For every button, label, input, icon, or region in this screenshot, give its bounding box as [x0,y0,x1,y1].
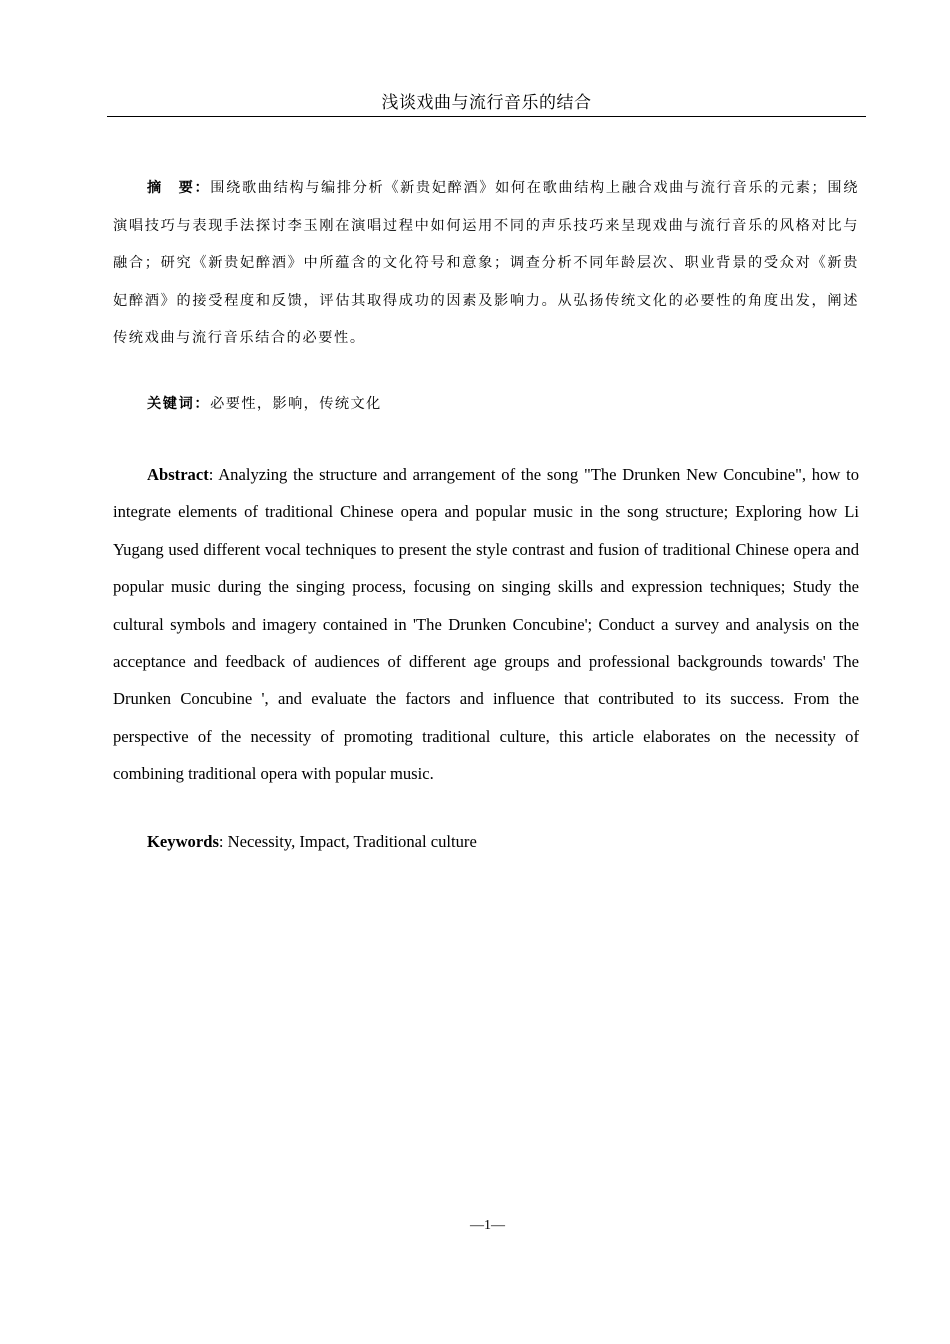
chinese-abstract-text: 围绕歌曲结构与编排分析《新贵妃醉酒》如何在歌曲结构上融合戏曲与流行音乐的元素；围绕演唱技巧与表现手法探讨李玉刚在演唱过程中如何运用不同的声乐技巧来呈现戏曲与流行音乐的风格对比与融合；研究《新贵妃醉酒》中所蕴含的文化符号和意象；调查分析不同年龄层次、职业背景的受众对《新贵妃醉酒》的接受程度和反馈，评估其取得成功的因素及影响力。从弘扬传统文化的必要性的角度出发，阐述传统戏曲与流行音乐结合的必要性。 [113,180,859,346]
chinese-keywords-label: 关键词： [147,396,211,412]
chinese-keywords-text: 必要性，影响，传统文化 [210,396,382,412]
page-footer [0,1214,950,1238]
english-keywords-text: : Necessity, Impact, Traditional culture [218,832,477,851]
chinese-abstract-label: 摘 要： [147,180,211,196]
english-abstract-label: Abstract [147,465,209,484]
chinese-keywords [147,387,382,421]
english-keywords [147,825,477,859]
page-number: —1— [470,1218,505,1233]
header-title: 浅谈戏曲与流行音乐的结合 [381,93,592,113]
english-keywords-label: Keywords [147,832,219,851]
chinese-abstract [113,170,859,358]
english-abstract [113,456,859,793]
english-abstract-text: : Analyzing the structure and arrangement of the song "The Drunken New Concubine", how to integrate elements of traditional Chinese opera and popular music in the song structure; Exploring how Li Yugang used different vocal techniques to present the style contrast and fusion of traditional Chinese opera and popular music during the singing process, focusing on singing skills and expression techniques; Study the cultural symbols and imagery contained in 'The Drunken Concubine'; Conduct a survey and analysis on the acceptance and feedback of audiences of different age groups and professional backgrounds towards' The Drunken Concubine ', and evaluate the factors and influence that contributed to its success. From the perspective of the necessity of promoting traditional culture, this article elaborates on the necessity of combining traditional opera with popular music. [113,465,859,784]
running-header [107,90,866,117]
